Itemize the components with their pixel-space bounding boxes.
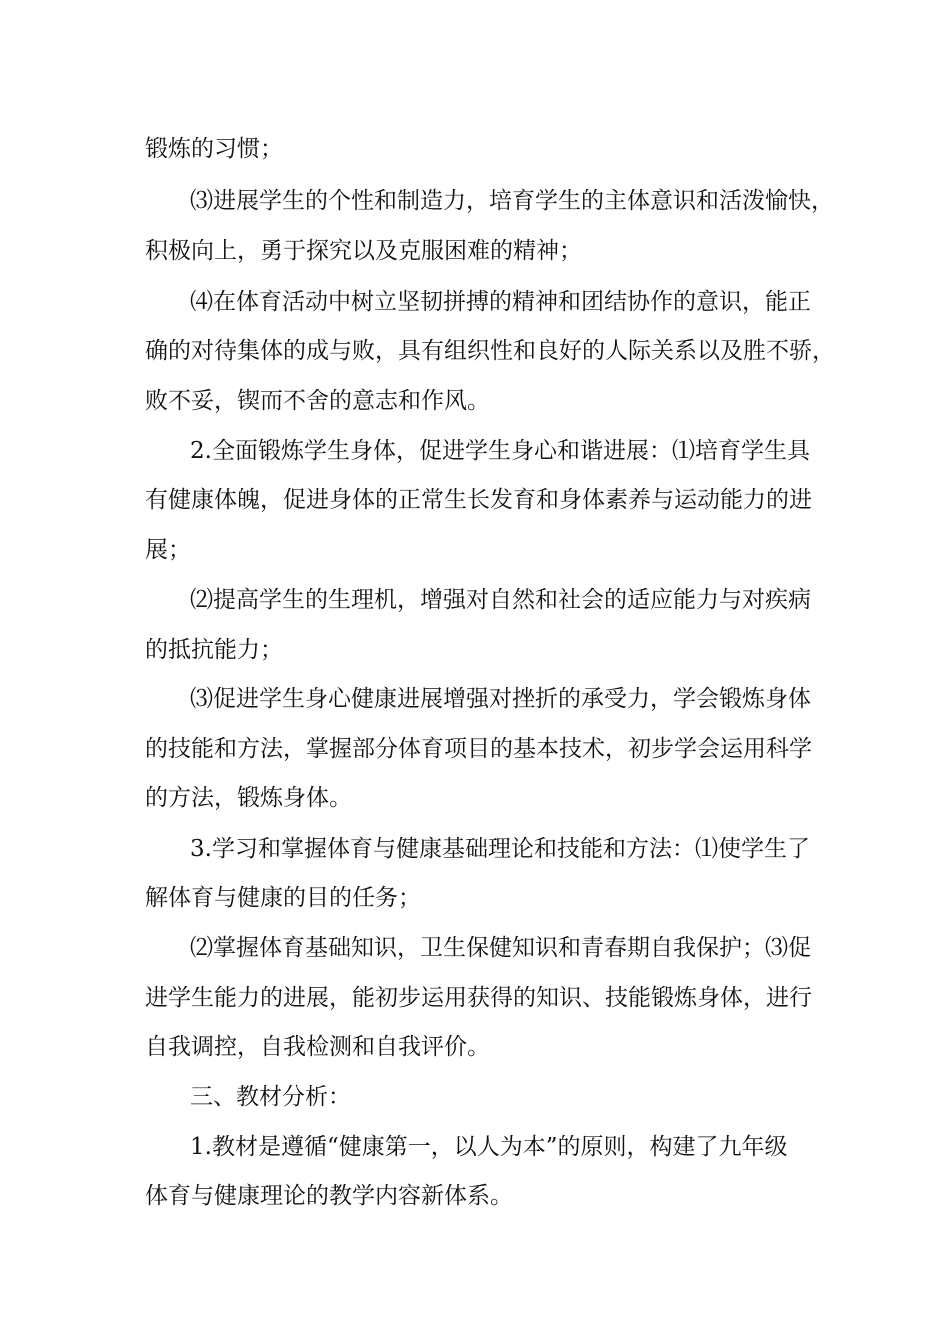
text-line: 体育与健康理论的教学内容新体系。 — [145, 1183, 513, 1209]
text-line: ⑶促进学生身心健康进展增强对挫折的承受力，学会锻炼身体 — [190, 686, 811, 712]
text-line: 锻炼的习惯； — [145, 136, 283, 162]
text-line: 1.教材是遵循“健康第一，以人为本”的原则，构建了九年级 — [190, 1134, 788, 1160]
text-line: 自我调控，自我检测和自我评价。 — [145, 1034, 490, 1060]
text-line: 展； — [145, 537, 191, 563]
text-line: 进学生能力的进展，能初步运用获得的知识、技能锻炼身体，进行 — [145, 985, 812, 1011]
text-line: ⑵掌握体育基础知识，卫生保健知识和青春期自我保护；⑶促 — [190, 935, 811, 961]
text-line: 2.全面锻炼学生身体，促进学生身心和谐进展：⑴培育学生具 — [190, 438, 810, 464]
section-heading: 三、教材分析： — [190, 1084, 351, 1110]
text-line: 的技能和方法，掌握部分体育项目的基本技术，初步学会运用科学 — [145, 736, 812, 762]
text-line: 败不妥，锲而不舍的意志和作风。 — [145, 388, 490, 414]
text-line: ⑷在体育活动中树立坚韧拼搏的精神和团结协作的意识，能正 — [190, 289, 811, 315]
text-line: ⑶进展学生的个性和制造力，培育学生的主体意识和活泼愉快， — [190, 188, 834, 214]
text-line: 积极向上，勇于探究以及克服困难的精神； — [145, 238, 582, 264]
text-line: 3.学习和掌握体育与健康基础理论和技能和方法：⑴使学生了 — [190, 836, 810, 862]
text-line: ⑵提高学生的生理机，增强对自然和社会的适应能力与对疾病 — [190, 587, 811, 613]
text-line: 确的对待集体的成与败，具有组织性和良好的人际关系以及胜不骄， — [145, 338, 835, 364]
text-line: 的方法，锻炼身体。 — [145, 785, 352, 811]
text-line: 的抵抗能力； — [145, 637, 283, 663]
text-line: 解体育与健康的目的任务； — [145, 885, 421, 911]
text-line: 有健康体魄，促进身体的正常生长发育和身体素养与运动能力的进 — [145, 487, 812, 513]
